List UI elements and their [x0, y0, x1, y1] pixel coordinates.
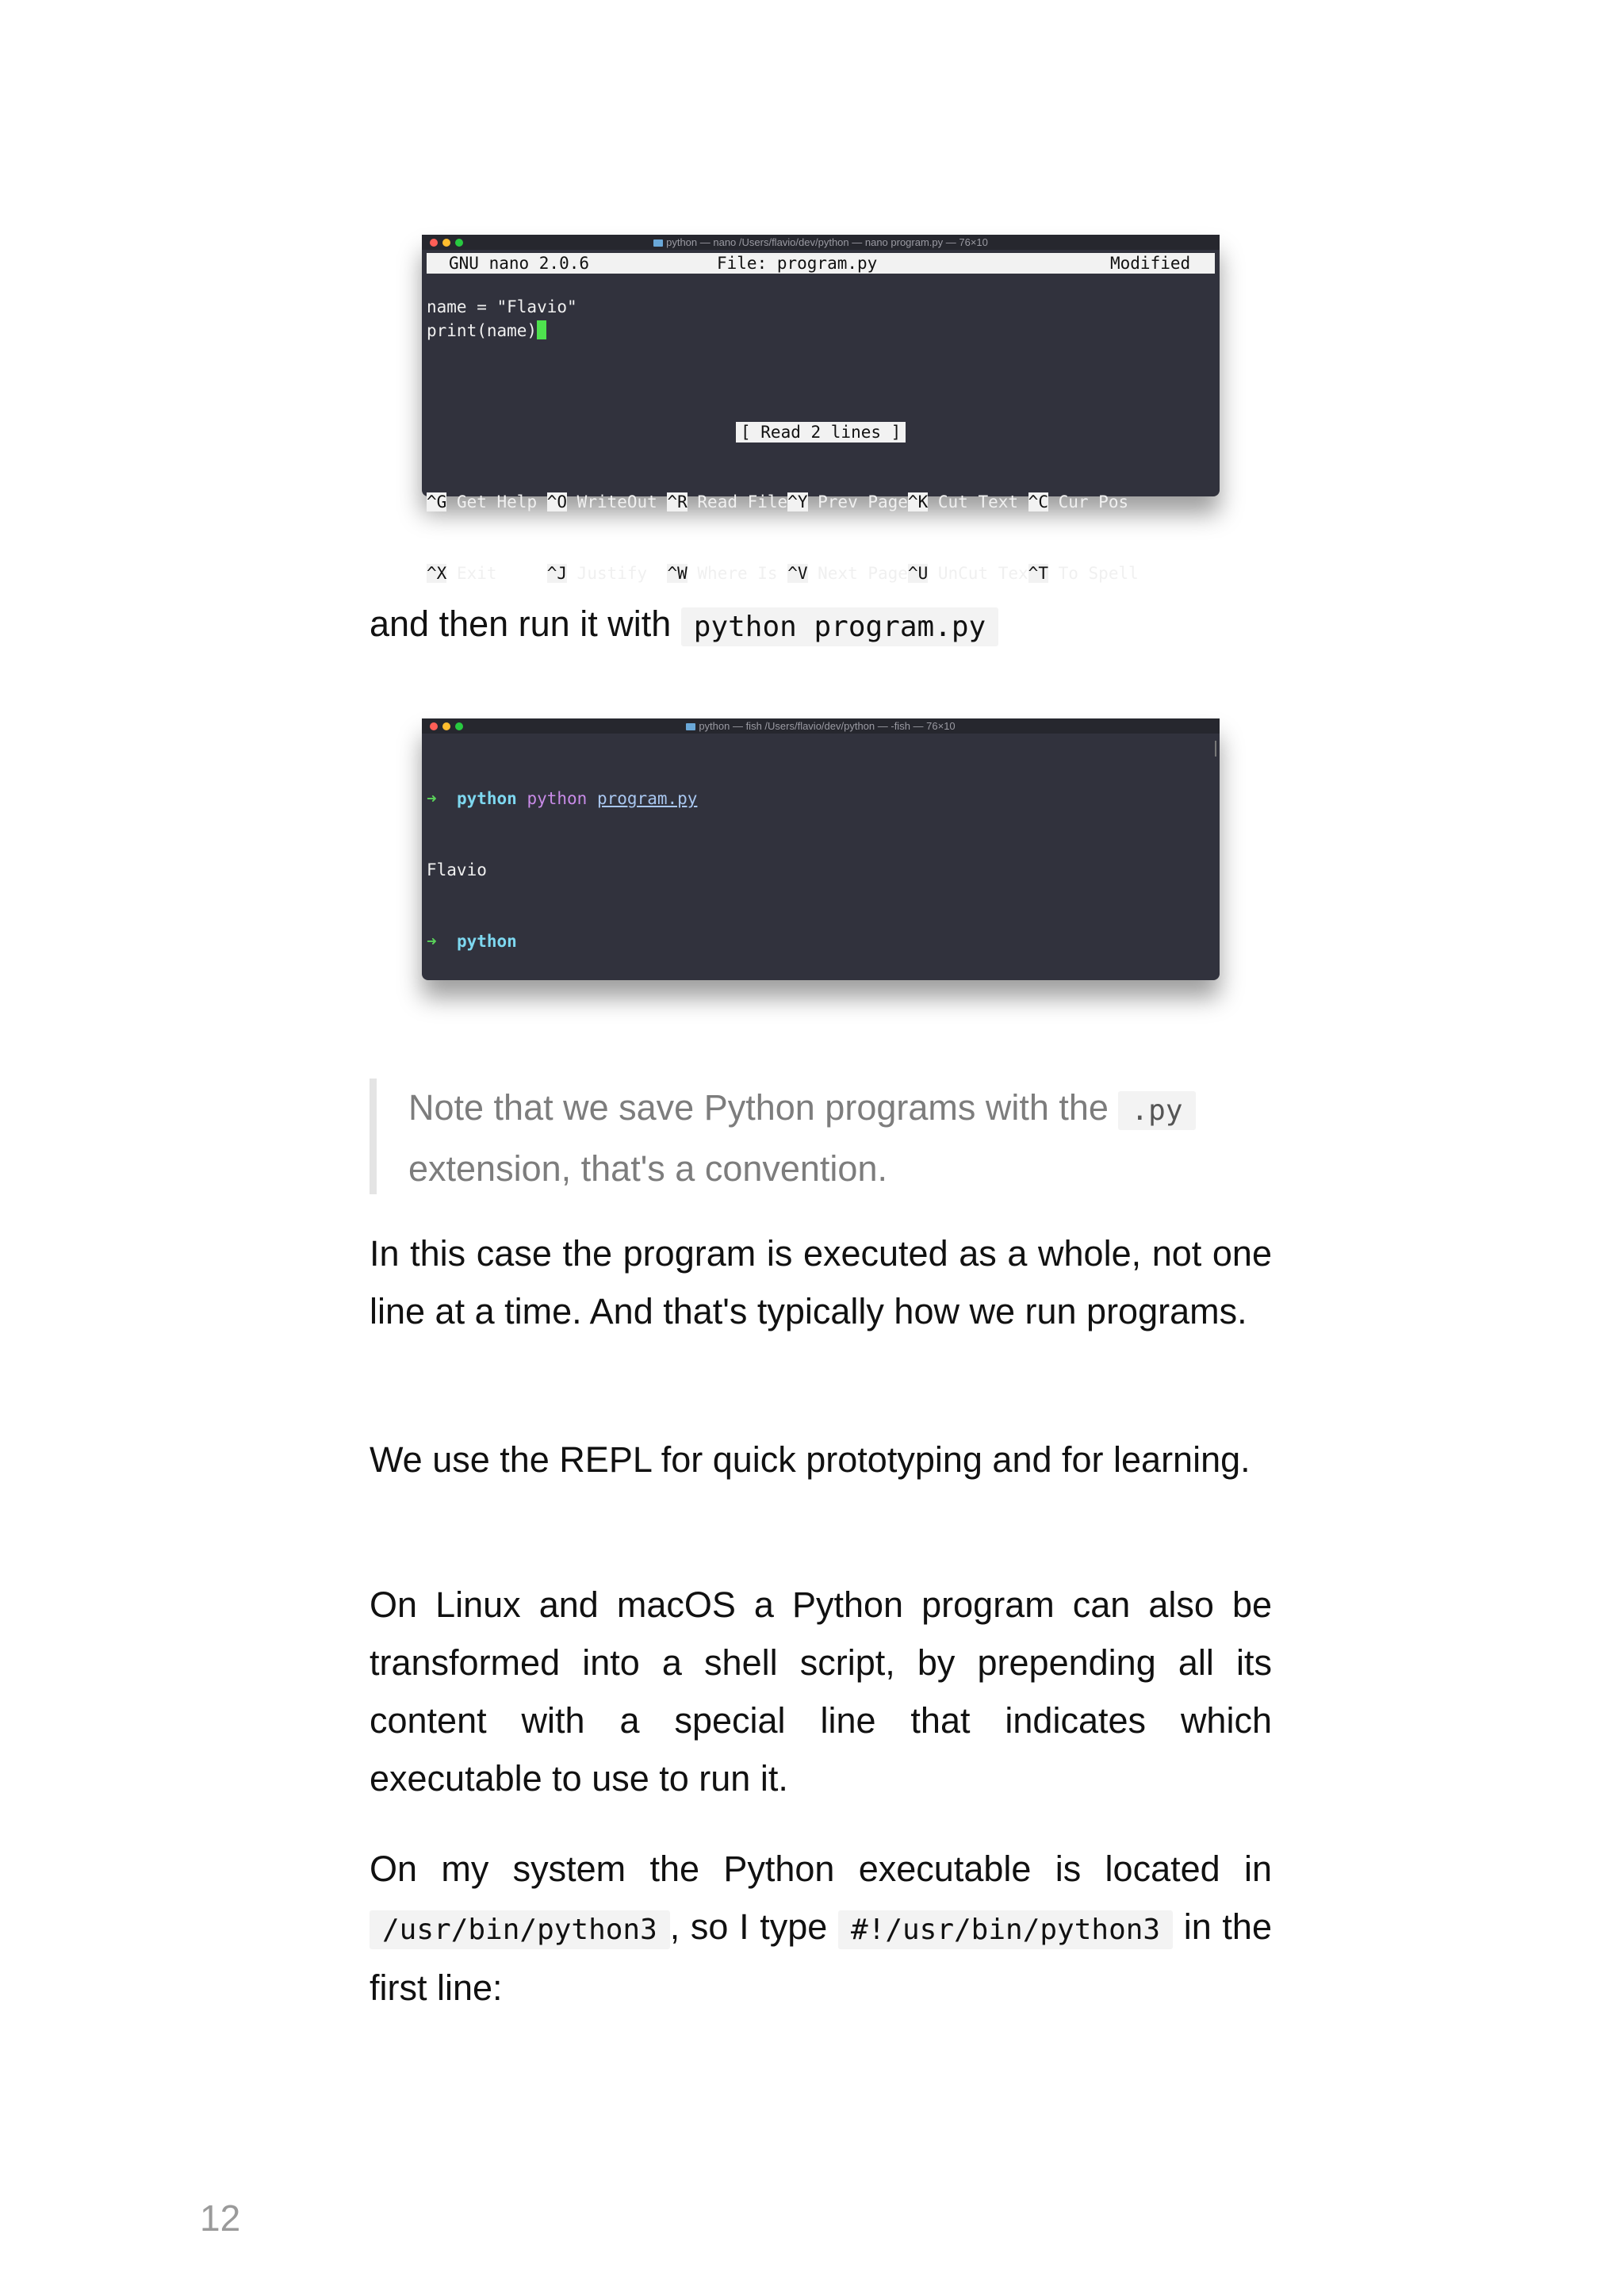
shortcut-label: Get Help [446, 492, 547, 511]
paragraph-text: , so I type [669, 1906, 828, 1947]
folder-icon [686, 723, 695, 730]
paragraph-shell-script: On Linux and macOS a Python program can also be transformed into a shell script, by prepending all its content with a special line that indicates which executable to use to run it. [370, 1584, 1272, 1799]
shortcut-key: ^J [546, 564, 568, 583]
nano-header-bar [427, 253, 1215, 274]
zoom-window-icon [455, 239, 463, 247]
prompt-command: python [527, 789, 588, 808]
inline-code-run-command: python program.py [681, 607, 998, 646]
shortcut-label: Next Page [807, 564, 908, 583]
nano-titlebar [422, 235, 1220, 250]
prompt-arrow-icon: ➜ [427, 789, 437, 808]
nano-file-name: File: program.py [717, 254, 878, 273]
inline-code-shebang: #!/usr/bin/python3 [838, 1910, 1173, 1949]
note-text-after: extension, that's a convention. [408, 1148, 887, 1189]
note-blockquote [370, 1079, 1279, 1194]
prompt-line [427, 787, 697, 810]
shortcut-key: ^O [546, 492, 568, 511]
shortcut-key: ^T [1028, 564, 1048, 583]
inline-code-py-extension: .py [1118, 1091, 1195, 1130]
nano-modified-status: Modified [1110, 254, 1191, 273]
shortcut-key: ^V [787, 564, 808, 583]
shortcut-label: Cur Pos [1048, 492, 1129, 511]
prompt-cwd: python [456, 789, 517, 808]
scroll-indicator [1215, 741, 1216, 757]
shortcut-key: ^R [667, 492, 688, 511]
code-line [427, 319, 577, 343]
prompt-arrow-icon: ➜ [427, 932, 437, 951]
code-line-text: print(name) [427, 321, 538, 340]
shortcut-label: UnCut Tex [928, 564, 1028, 583]
shortcut-key: ^X [427, 564, 447, 583]
shortcut-key: ^Y [787, 492, 808, 511]
shortcut-row [427, 490, 1139, 514]
shortcut-label: Exit [446, 564, 547, 583]
shortcut-label: Prev Page [807, 492, 908, 511]
zoom-window-icon [455, 722, 463, 730]
run-instruction-paragraph [370, 595, 1272, 656]
shortcut-label: Read File [687, 492, 788, 511]
close-window-icon [430, 722, 438, 730]
close-window-icon [430, 239, 438, 247]
inline-code-python-path: /usr/bin/python3 [370, 1910, 670, 1949]
shortcut-row [427, 561, 1139, 585]
paragraph-executable-location [370, 1840, 1272, 2017]
run-instruction-text: and then run it with [370, 603, 672, 644]
code-line: name = "Flavio" [427, 297, 577, 316]
prompt-cwd: python [456, 932, 517, 951]
minimize-window-icon [442, 722, 450, 730]
shortcut-label: Where Is [687, 564, 788, 583]
minimize-window-icon [442, 239, 450, 247]
output-line: Flavio [427, 860, 487, 879]
shortcut-key: ^U [907, 564, 929, 583]
fish-titlebar [422, 718, 1220, 734]
paragraph-executed-whole: In this case the program is executed as a whole, not one line at a time. And that's typically how we run programs. [370, 1233, 1272, 1331]
shortcut-label: Cut Text [928, 492, 1028, 511]
prompt-line [427, 929, 697, 953]
page-number: 12 [200, 2197, 241, 2239]
paragraph-text: in the first line: [370, 1906, 1272, 2008]
nano-terminal-window [422, 235, 1220, 583]
paragraph-text: On my system the Python executable is located in [370, 1849, 1272, 1889]
nano-status-message: [ Read 2 lines ] [736, 422, 906, 443]
fish-terminal-window [422, 718, 1220, 980]
nano-code-area [427, 295, 577, 343]
shortcut-key: ^G [427, 492, 447, 511]
nano-window-title: python — nano /Users/flavio/dev/python — nano program.py — 76×10 [666, 236, 988, 248]
shortcut-key: ^K [907, 492, 929, 511]
shortcut-label: To Spell [1048, 564, 1139, 583]
shortcut-label: Justify [567, 564, 668, 583]
folder-icon [653, 239, 663, 247]
shortcut-label: WriteOut [567, 492, 668, 511]
note-text [408, 1079, 1273, 1197]
nano-version: GNU nano 2.0.6 [449, 254, 590, 273]
shortcut-key: ^W [667, 564, 688, 583]
text-cursor [537, 320, 546, 339]
shortcut-key: ^C [1028, 492, 1048, 511]
note-text-before: Note that we save Python programs with the [408, 1087, 1109, 1128]
fish-output-area [427, 739, 697, 1001]
prompt-argument: program.py [596, 789, 698, 808]
fish-window-title: python — fish /Users/flavio/dev/python — -fish — 76×10 [699, 720, 956, 732]
paragraph-repl: We use the REPL for quick prototyping and for learning. [370, 1439, 1251, 1480]
